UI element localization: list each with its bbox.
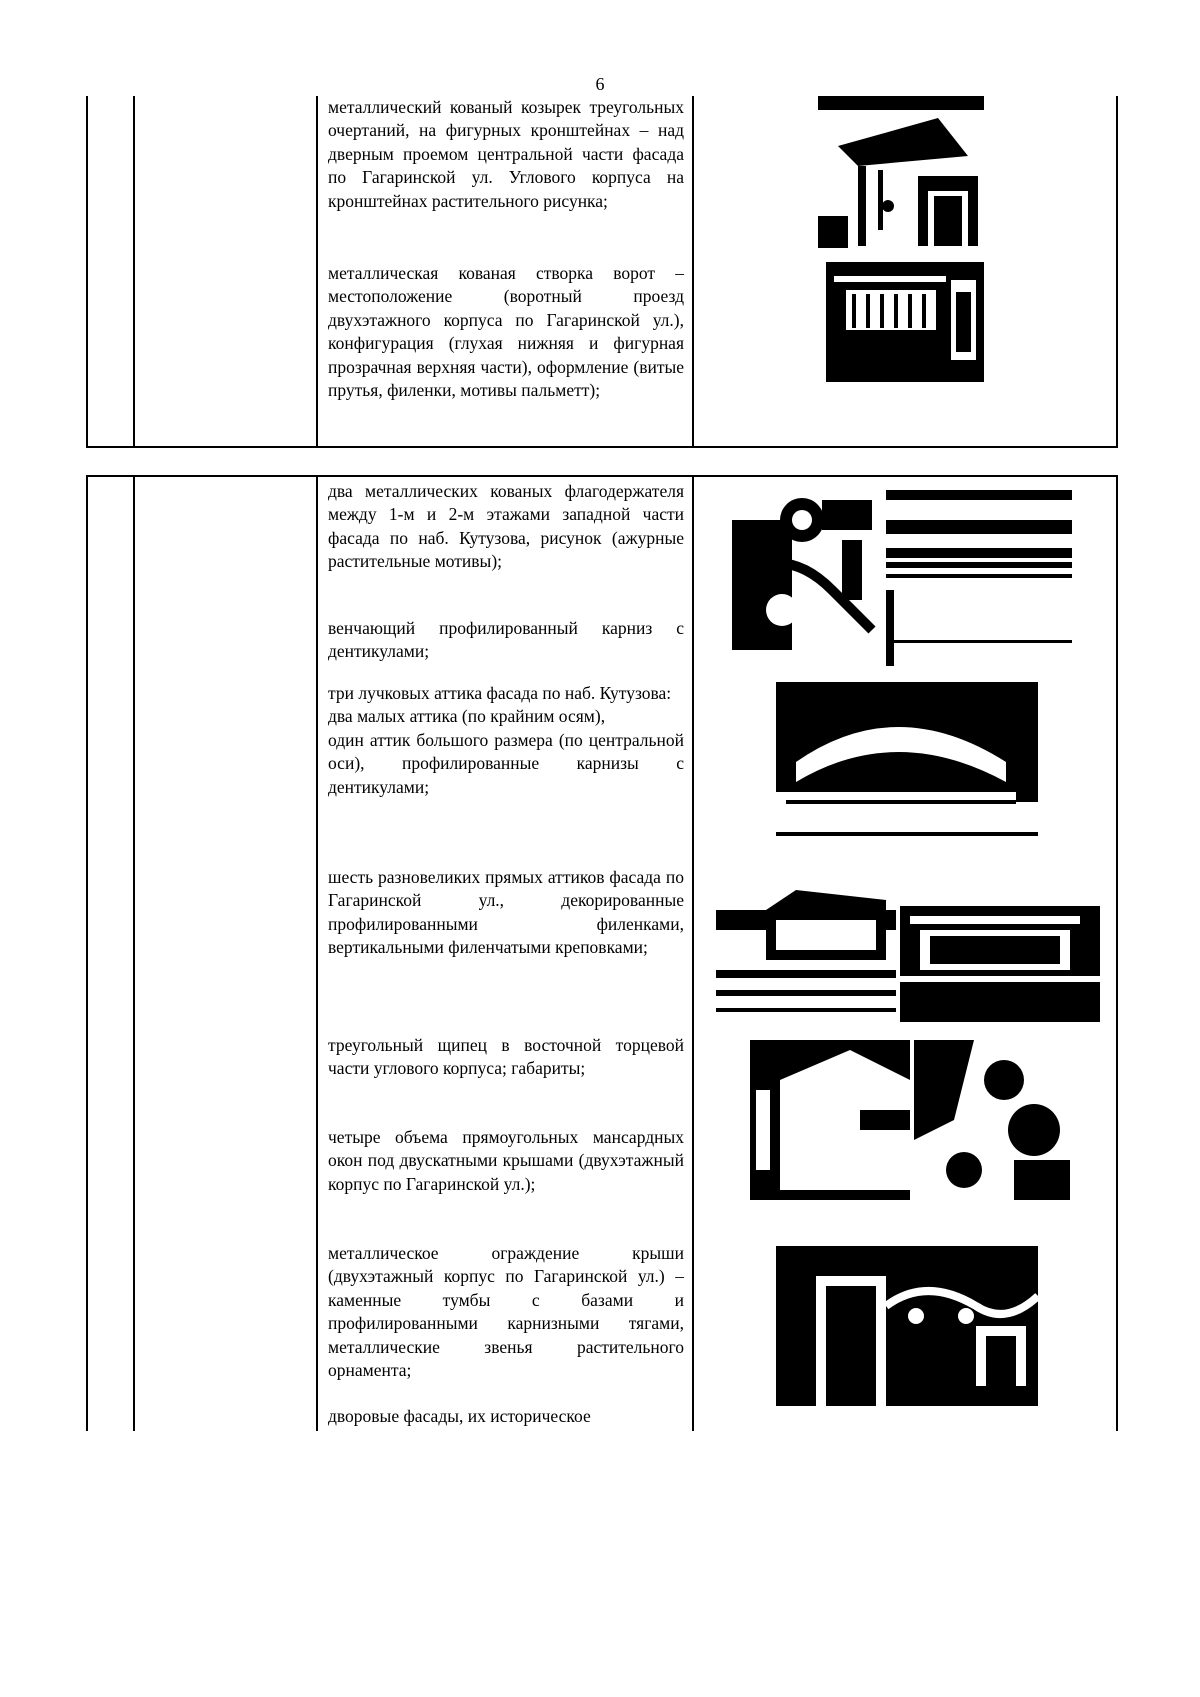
table2-border-col3 — [692, 475, 694, 1431]
roof-railing-photo — [776, 1246, 1038, 1406]
canopy-description: металлический кованый козырек треугольных очертаний, на фигурных кронштейнах – над дверным проемом центральной части фасада по Гагаринской ул. Углового корпуса на кронштейнах растительного рисунка; — [328, 97, 684, 211]
table2-border-top — [86, 475, 1118, 477]
table2-border-right — [1116, 475, 1118, 1431]
gate-description: металлическая кованая створка ворот – местоположение (воротный проезд двухэтажного корпуса по Гагаринской ул.), конфигурация (глухая нижняя и фигурная прозрачная верхняя части), оформление (витые прутья, филенки, мотивы пальметт); — [328, 263, 684, 401]
table2-border-left — [86, 475, 88, 1431]
dormer-photo — [914, 1040, 1070, 1200]
roof-railing-description: металлическое ограждение крыши (двухэтажный корпус по Гагаринской ул.) – каменные тумбы с базами и профилированными карнизными тягами, металлические звенья растительного орнамента; — [328, 1243, 684, 1381]
attic-right-photo — [900, 906, 1100, 1022]
table2-border-col1 — [133, 475, 135, 1431]
straight-attic-description: шесть разновеликих прямых аттиков фасада по Гагаринской ул., декорированные профилированными филенками, вертикальными филенчатыми креповками; — [328, 867, 684, 958]
attic-left-photo — [716, 870, 896, 1020]
table1-border-col1 — [133, 96, 135, 448]
flagholder-description: два металлических кованых флагодержателя между 1-м и 2-м этажами западной части фасада по наб. Кутузова, рисунок (ажурные растительные мотивы); — [328, 481, 684, 572]
table2-border-col2 — [316, 475, 318, 1431]
flagholder-photo — [732, 480, 882, 650]
table1-border-col3 — [692, 96, 694, 448]
gable-photo — [750, 1040, 910, 1200]
gable-description: треугольный щипец в восточной торцевой части углового корпуса; габариты; — [328, 1035, 684, 1079]
table1-border-right — [1116, 96, 1118, 448]
table1-border-bottom — [86, 446, 1118, 448]
gate-photo — [826, 262, 984, 382]
arched-attic-description: три лучковых аттика фасада по наб. Кутузова: два малых аттика (по крайним осям), один аттик большого размера (по центральной оси), профилированные карнизы с дентикулами; — [328, 683, 684, 797]
table1-border-col2 — [316, 96, 318, 448]
canopy-photo — [818, 96, 984, 248]
table1-border-left — [86, 96, 88, 448]
arched-attic-photo — [776, 682, 1038, 852]
cornice-description: венчающий профилированный карниз с дентикулами; — [328, 618, 684, 662]
dormer-description: четыре объема прямоугольных мансардных окон под двускатными крышами (двухэтажный корпус по Гагаринской ул.); — [328, 1127, 684, 1194]
page-number: 6 — [595, 74, 605, 94]
cornice-photo — [886, 490, 1072, 666]
courtyard-facade-description: дворовые фасады, их историческое — [328, 1406, 591, 1426]
